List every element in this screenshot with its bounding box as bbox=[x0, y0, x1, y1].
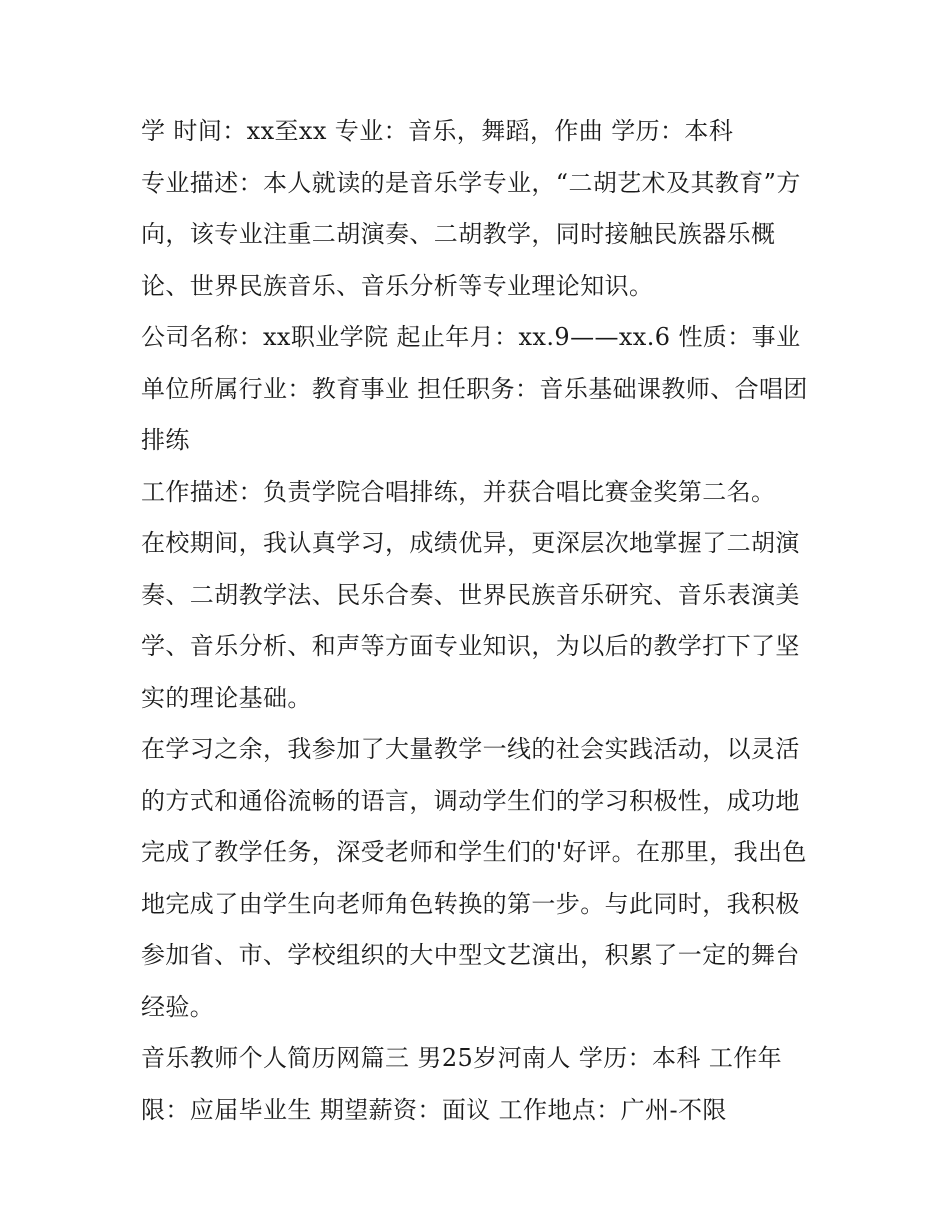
company-info: 公司名称：xx职业学院 起止年月：xx.9——xx.6 性质：事业单位所属行业：教育事业 担任职务：音乐基础课教师、合唱团排练 bbox=[141, 323, 808, 454]
practice-activities-paragraph: 在学习之余，我参加了大量教学一线的社会实践活动，以灵活的方式和通俗流畅的语言，调动学生们的学习积极性，成功地完成了教学任务，深受老师和学生们的'好评。在那里，我出色地完成了由学生向老师角色转换的第一步。与此同时，我积极参加省、市、学校组织的大中型文艺演出，积累了一定的舞台经验。 bbox=[141, 735, 807, 1021]
document-body bbox=[141, 106, 821, 1136]
work-description: 工作描述：负责学院合唱排练，并获合唱比赛金奖第二名。 bbox=[141, 477, 776, 506]
education-line: 学 时间：xx至xx 专业：音乐，舞蹈，作曲 学历：本科 bbox=[141, 117, 734, 145]
major-description: 专业描述：本人就读的是音乐学专业，“二胡艺术及其教育”方向，该专业注重二胡演奏、二胡教学，同时接触民族器乐概论、世界民族音乐、音乐分析等专业理论知识。 bbox=[141, 168, 801, 300]
school-period-paragraph: 在校期间，我认真学习，成绩优异，更深层次地掌握了二胡演奏、二胡教学法、民乐合奏、世界民族音乐研究、音乐表演美学、音乐分析、和声等方面专业知识，为以后的教学打下了坚实的理论基础。 bbox=[141, 529, 800, 712]
resume-three-heading: 音乐教师个人简历网篇三 男25岁河南人 学历：本科 工作年限：应届毕业生 期望薪资：面议 工作地点：广州-不限 bbox=[141, 1044, 783, 1124]
